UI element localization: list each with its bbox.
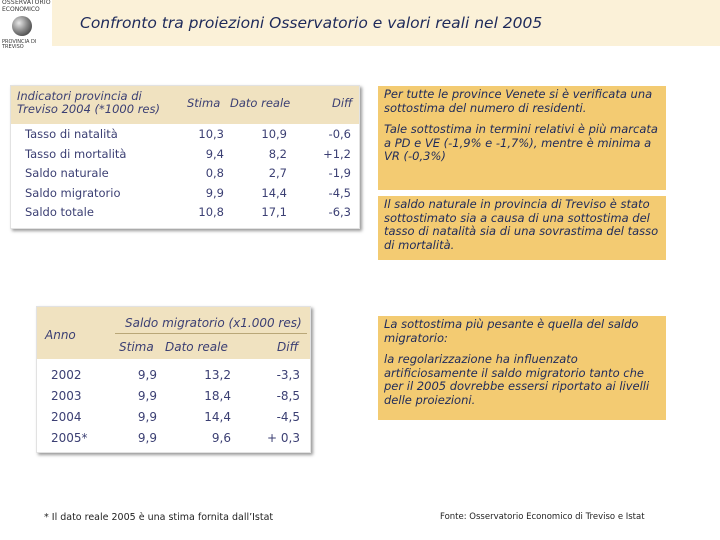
row-reale: 2,7 [268, 166, 287, 180]
header-indicator: Indicatori provincia di Treviso 2004 (*1000 res) [17, 89, 160, 116]
table-row [37, 365, 310, 386]
note-text: Il saldo naturale in provincia di Treviso è stato sottostimato sia a causa di una sottostima del tasso di natalità sia di una sovrastima del tasso di mortalità. [384, 197, 659, 252]
table-row [11, 163, 359, 183]
row-reale: 8,2 [268, 146, 287, 161]
page-title: Confronto tra proiezioni Osservatorio e valori reali nel 2005 [80, 14, 543, 32]
row-label: Saldo migratorio [25, 185, 121, 200]
row-reale: 14,4 [204, 410, 231, 424]
header-dato-reale: Dato reale [230, 96, 291, 110]
table-row [37, 407, 310, 428]
row-stima: 10,3 [198, 127, 224, 141]
row-diff: +1,2 [323, 146, 351, 161]
row-diff: + 0,3 [267, 431, 300, 445]
row-diff: -6,3 [328, 205, 351, 219]
row-label: Tasso di natalità [25, 127, 118, 141]
row-stima: 9,9 [205, 185, 224, 200]
row-anno: 2005* [51, 431, 88, 445]
row-diff: -4,5 [276, 410, 300, 424]
row-stima: 9,9 [137, 410, 157, 424]
row-label: Saldo totale [25, 205, 94, 219]
row-diff: -1,9 [328, 166, 351, 180]
row-stima: 9,9 [137, 368, 157, 382]
note-text: Tale sottostima in termini relativi è più marcata a PD e VE (-1,9% e -1,7%), mentre è minima a VR (-0,3%) [384, 122, 658, 163]
row-label: Saldo naturale [25, 166, 109, 180]
row-anno: 2003 [51, 389, 82, 403]
row-stima: 9,9 [137, 389, 157, 403]
row-stima: 9,9 [137, 431, 157, 445]
indicators-table [10, 85, 360, 229]
table-row [11, 124, 359, 144]
header-stima: Stima [119, 340, 154, 354]
note-box-saldo-migratorio [378, 316, 666, 420]
indicators-table-body [11, 124, 359, 222]
logo-line-1: OSSERVATORIO [2, 0, 51, 6]
row-anno: 2002 [51, 368, 82, 382]
logo [0, 0, 52, 48]
table-row [11, 183, 359, 203]
header-group: Saldo migratorio (x1.000 res) [125, 316, 302, 330]
row-stima: 10,8 [198, 205, 224, 219]
migration-table [36, 306, 311, 453]
row-stima: 0,8 [205, 166, 224, 180]
note-text: la regolarizzazione ha influenzato artificiosamente il saldo migratorio tanto che per il 2005 dovrebbe essersi riportato ai livelli delle proiezioni. [384, 352, 650, 407]
note-box-saldo-naturale [378, 196, 666, 260]
table-row [11, 144, 359, 164]
table-row [37, 428, 310, 449]
header-anno: Anno [45, 328, 76, 342]
table-row [37, 386, 310, 407]
row-anno: 2004 [51, 410, 82, 424]
table-row [11, 202, 359, 222]
indicators-table-header [11, 86, 359, 124]
row-diff: -3,3 [276, 368, 300, 382]
header-dato-reale: Dato reale [165, 340, 228, 354]
row-diff: -4,5 [328, 185, 351, 200]
logo-sphere-icon [12, 16, 32, 36]
row-reale: 17,1 [261, 205, 287, 219]
header-divider [115, 333, 307, 334]
row-reale: 10,9 [261, 127, 287, 141]
logo-line-2: ECONOMICO [2, 6, 40, 13]
note-box-province [378, 86, 666, 190]
note-text: La sottostima più pesante è quella del saldo migratorio: [384, 317, 639, 345]
header-diff: Diff [332, 96, 353, 110]
row-label: Tasso di mortalità [25, 146, 127, 161]
row-reale: 13,2 [204, 368, 231, 382]
header-stima: Stima [187, 96, 221, 110]
row-reale: 18,4 [204, 389, 231, 403]
source-note: Fonte: Osservatorio Economico di Treviso e Istat [440, 512, 645, 522]
note-text: Per tutte le province Venete si è verificata una sottostima del numero di residenti. [384, 87, 653, 115]
logo-line-3: PROVINCIA DI TREVISO [2, 39, 37, 50]
row-diff: -0,6 [328, 127, 351, 141]
row-reale: 9,6 [211, 431, 231, 445]
row-diff: -8,5 [276, 389, 300, 403]
migration-table-header [37, 307, 310, 359]
header-diff: Diff [277, 340, 299, 354]
row-stima: 9,4 [205, 146, 224, 161]
footnote: * Il dato reale 2005 è una stima fornita dall’Istat [44, 512, 274, 523]
migration-table-body [37, 365, 310, 449]
title-bar [52, 0, 720, 46]
row-reale: 14,4 [261, 185, 287, 200]
